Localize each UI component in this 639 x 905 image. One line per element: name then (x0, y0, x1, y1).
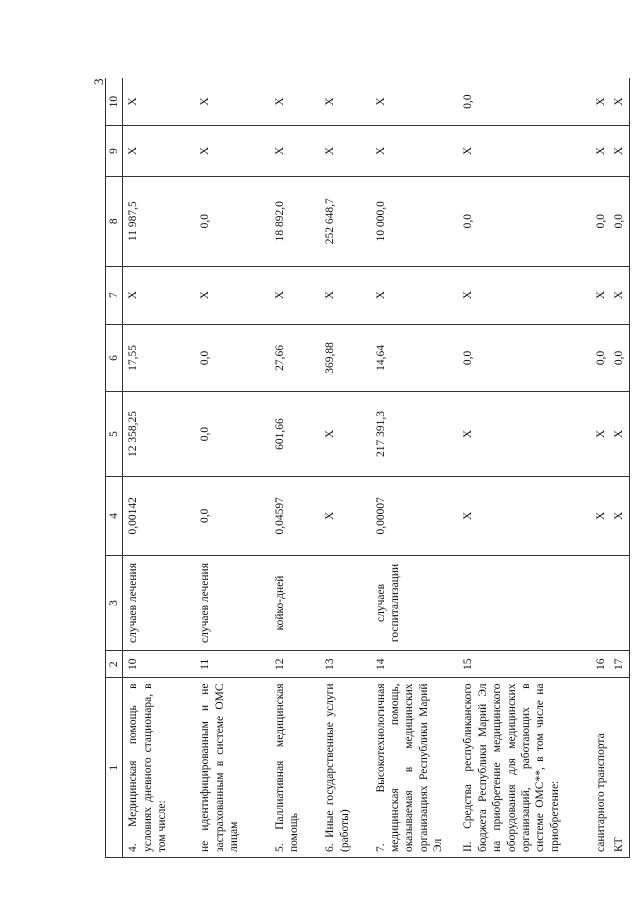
row-label: санитарного транспорта (594, 678, 612, 858)
cell: 0,0 (458, 176, 594, 266)
cell: 27,66 (270, 324, 320, 392)
cell: 0,0 (458, 324, 594, 392)
row-code: 10 (123, 651, 195, 678)
cell: X (320, 126, 370, 177)
cell: 0,0 (195, 176, 270, 266)
cell: X (195, 126, 270, 177)
cell: 17,55 (123, 324, 195, 392)
cell: 0,0 (594, 176, 612, 266)
cell: X (458, 126, 594, 177)
cell: 0,0 (195, 392, 270, 476)
cell: X (594, 392, 612, 476)
table-row (371, 78, 459, 858)
cell: X (195, 78, 270, 126)
column-header: 5 (106, 392, 123, 476)
cell: X (123, 78, 195, 126)
table-row (270, 78, 320, 858)
column-header: 3 (106, 555, 123, 650)
row-code: 16 (594, 651, 612, 678)
cell: 10 000,0 (371, 176, 459, 266)
cell: 0,0 (594, 324, 612, 392)
cell: 252 648,7 (320, 176, 370, 266)
row-unit (320, 555, 370, 650)
cell: X (320, 78, 370, 126)
cell: 0,00007 (371, 476, 459, 555)
row-unit (594, 555, 612, 650)
table-row (123, 78, 195, 858)
column-header: 7 (106, 266, 123, 324)
cell: X (458, 392, 594, 476)
cell: X (371, 266, 459, 324)
column-header: 8 (106, 176, 123, 266)
row-label: КТ (612, 678, 630, 858)
cell: 0,0 (458, 78, 594, 126)
row-label: 6. Иные государственные услуги (работы) (320, 678, 370, 858)
cell: X (195, 266, 270, 324)
cell: X (458, 266, 594, 324)
cell: 0,0 (612, 176, 630, 266)
row-label: 4. Медицинская помощь в условиях дневного стационара, в том числе: (123, 678, 195, 858)
cell: 18 892,0 (270, 176, 320, 266)
row-unit: случаев лечения (123, 555, 195, 650)
cell: X (612, 126, 630, 177)
cell: X (612, 476, 630, 555)
row-code: 15 (458, 651, 594, 678)
column-header: 6 (106, 324, 123, 392)
cell: X (270, 78, 320, 126)
cell: X (270, 266, 320, 324)
row-unit: случаев лечения (195, 555, 270, 650)
cell: 0,0 (195, 324, 270, 392)
table-row (320, 78, 370, 858)
row-unit: случаев госпитализации (371, 555, 459, 650)
cell: X (371, 78, 459, 126)
cell: X (458, 476, 594, 555)
cell: 12 358,25 (123, 392, 195, 476)
row-code: 12 (270, 651, 320, 678)
row-label: II. Средства республиканского бюджета Республики Марий Эл на приобретение медицинского оборудования для медицинских организаций, работающих в системе ОМС**, в том числе на приобретение: (458, 678, 594, 858)
row-code: 13 (320, 651, 370, 678)
column-header: 4 (106, 476, 123, 555)
cell: X (594, 266, 612, 324)
page-number: 3 (91, 78, 106, 85)
table-header-row (106, 78, 123, 858)
cell: 601,66 (270, 392, 320, 476)
cell: 217 391,3 (371, 392, 459, 476)
row-code: 17 (612, 651, 630, 678)
rotated-table-container (105, 78, 630, 858)
cell: 14,64 (371, 324, 459, 392)
cell: 0,00142 (123, 476, 195, 555)
column-header: 9 (106, 126, 123, 177)
table-row (458, 78, 594, 858)
column-header: 10 (106, 78, 123, 126)
cell: X (123, 266, 195, 324)
row-code: 11 (195, 651, 270, 678)
row-code: 14 (371, 651, 459, 678)
cell: X (320, 476, 370, 555)
row-label: 7. Высокотехнологичная медицинская помощь, оказываемая в медицинских организациях Республики Марий Эл (371, 678, 459, 858)
row-unit (612, 555, 630, 650)
cell: 0,04597 (270, 476, 320, 555)
table-row (594, 78, 612, 858)
column-header: 1 (106, 678, 123, 858)
cell: X (320, 266, 370, 324)
cell: 11 987,5 (123, 176, 195, 266)
row-unit: койко-дней (270, 555, 320, 650)
cell: X (371, 126, 459, 177)
cell: X (594, 476, 612, 555)
column-header: 2 (106, 651, 123, 678)
cell: 0,0 (195, 476, 270, 555)
row-label: 5. Паллиативная медицинская помощь (270, 678, 320, 858)
cell: X (123, 126, 195, 177)
data-table (105, 78, 630, 858)
row-label: не идентифицированным и не застрахованным в системе ОМС лицам (195, 678, 270, 858)
cell: X (594, 78, 612, 126)
table-row (195, 78, 270, 858)
cell: X (320, 392, 370, 476)
table-row (612, 78, 630, 858)
cell: X (612, 78, 630, 126)
row-unit (458, 555, 594, 650)
cell: X (594, 126, 612, 177)
cell: X (612, 392, 630, 476)
cell: 0,0 (612, 324, 630, 392)
cell: X (270, 126, 320, 177)
cell: X (612, 266, 630, 324)
cell: 369,88 (320, 324, 370, 392)
